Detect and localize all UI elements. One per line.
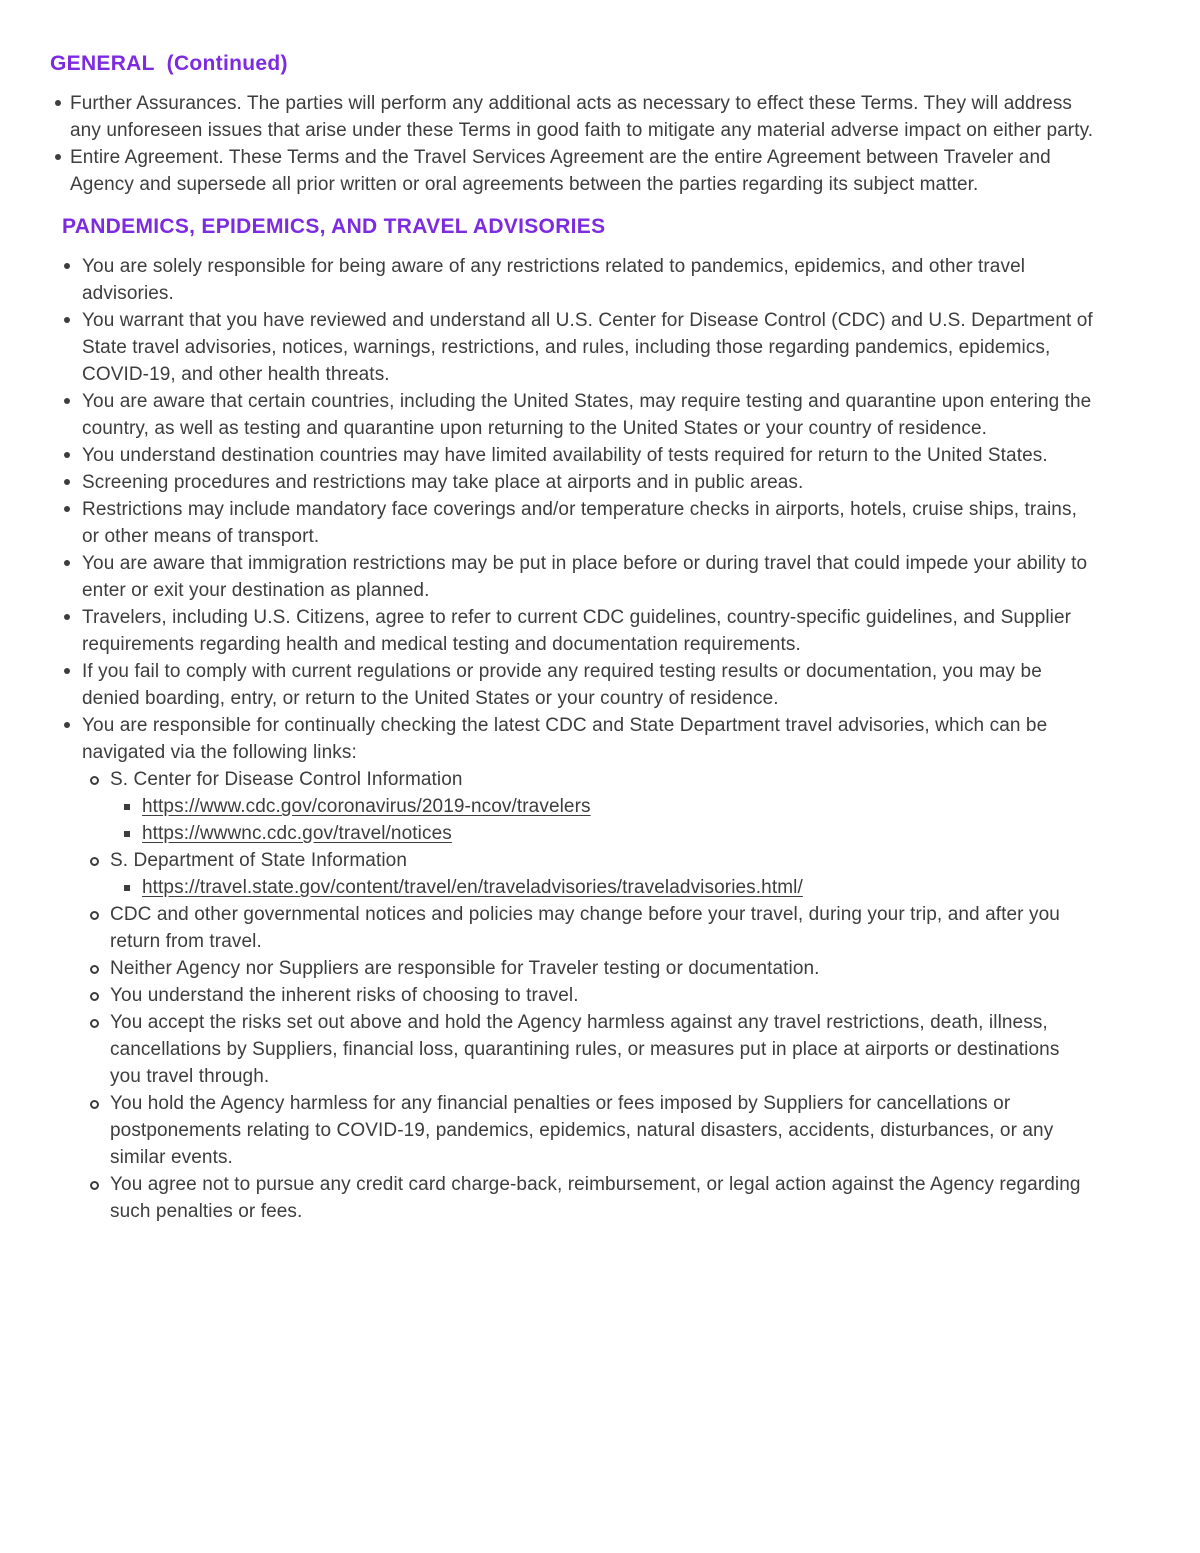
- bullet-text: If you fail to comply with current regulations or provide any required testing results or documentation, you may be denied boarding, entry, or return to the United States or your country of residence.: [82, 661, 1042, 709]
- bullet-circle-icon: [90, 776, 99, 785]
- list-item: [62, 847, 1095, 874]
- hyperlink[interactable]: https://www.cdc.gov/coronavirus/2019-ncov/travelers: [142, 796, 591, 817]
- bullet-disc-icon: [55, 100, 61, 106]
- bullet-disc-icon: [64, 452, 70, 458]
- bullet-text: You agree not to pursue any credit card charge-back, reimbursement, or legal action against the Agency regarding such penalties or fees.: [110, 1174, 1081, 1222]
- list-item: [50, 144, 1095, 198]
- bullet-text: You are responsible for continually checking the latest CDC and State Department travel advisories, which can be navigated via the following links:: [82, 715, 1048, 763]
- list-item: [62, 307, 1095, 388]
- section-heading: GENERAL (Continued): [50, 52, 288, 75]
- list-item: [50, 90, 1095, 144]
- bullet-list: [62, 253, 1095, 1225]
- list-item: [62, 982, 1095, 1009]
- bullet-text: You accept the risks set out above and hold the Agency harmless against any travel restrictions, death, illness, cancellations by Suppliers, financial loss, quarantining rules, or measures put in place at airports or destinations you travel through.: [110, 1012, 1060, 1087]
- bullet-text: You understand the inherent risks of choosing to travel.: [110, 985, 579, 1006]
- bullet-circle-icon: [90, 857, 99, 866]
- bullet-text: Further Assurances. The parties will perform any additional acts as necessary to effect these Terms. They will address any unforeseen issues that arise under these Terms in good faith to mitigate any material adverse impact on either party.: [70, 93, 1094, 141]
- bullet-circle-icon: [90, 911, 99, 920]
- list-item: [62, 550, 1095, 604]
- bullet-circle-icon: [90, 1100, 99, 1109]
- list-item: [62, 496, 1095, 550]
- hyperlink[interactable]: https://travel.state.gov/content/travel/en/traveladvisories/traveladvisories.html/: [142, 877, 803, 898]
- bullet-square-icon: [124, 831, 130, 837]
- list-item: [62, 955, 1095, 982]
- bullet-text: You hold the Agency harmless for any financial penalties or fees imposed by Suppliers for cancellations or postponements relating to COVID-19, pandemics, epidemics, natural disasters, accidents, disturbances, or any similar events.: [110, 1093, 1054, 1168]
- bullet-disc-icon: [64, 398, 70, 404]
- section-heading: PANDEMICS, EPIDEMICS, AND TRAVEL ADVISORIES: [62, 215, 606, 238]
- bullet-disc-icon: [64, 722, 70, 728]
- bullet-circle-icon: [90, 1181, 99, 1190]
- bullet-disc-icon: [55, 154, 61, 160]
- bullet-square-icon: [124, 885, 130, 891]
- bullet-text: CDC and other governmental notices and policies may change before your travel, during your trip, and after you return from travel.: [110, 904, 1060, 952]
- bullet-text: You are aware that immigration restrictions may be put in place before or during travel that could impede your ability to enter or exit your destination as planned.: [82, 553, 1088, 601]
- bullet-disc-icon: [64, 263, 70, 269]
- bullet-text: Screening procedures and restrictions may take place at airports and in public areas.: [82, 472, 804, 493]
- bullet-text: You understand destination countries may have limited availability of tests required for return to the United States.: [82, 445, 1048, 466]
- list-item: [62, 874, 1095, 901]
- bullet-text: You warrant that you have reviewed and understand all U.S. Center for Disease Control (CDC) and U.S. Department of State travel advisories, notices, warnings, restrictions, and rules, including those regarding pandemics, epidemics, COVID-19, and other health threats.: [82, 310, 1093, 385]
- list-item: [62, 766, 1095, 793]
- list-item: [62, 604, 1095, 658]
- section-general: [50, 50, 1095, 198]
- list-item: [62, 253, 1095, 307]
- bullet-list: [50, 90, 1095, 198]
- bullet-text: You are solely responsible for being aware of any restrictions related to pandemics, epidemics, and other travel advisories.: [82, 256, 1026, 304]
- bullet-disc-icon: [64, 614, 70, 620]
- list-item: [62, 442, 1095, 469]
- list-item: [62, 820, 1095, 847]
- bullet-text: Neither Agency nor Suppliers are responsible for Traveler testing or documentation.: [110, 958, 820, 979]
- bullet-circle-icon: [90, 965, 99, 974]
- bullet-text: S. Center for Disease Control Information: [110, 769, 463, 790]
- bullet-disc-icon: [64, 560, 70, 566]
- list-item: [62, 658, 1095, 712]
- bullet-disc-icon: [64, 668, 70, 674]
- list-item: [62, 1009, 1095, 1090]
- section-pandemics: [62, 213, 1095, 1225]
- bullet-text: You are aware that certain countries, including the United States, may require testing and quarantine upon entering the country, as well as testing and quarantine upon returning to the United States or your country of residence.: [82, 391, 1092, 439]
- bullet-disc-icon: [64, 317, 70, 323]
- bullet-text: Entire Agreement. These Terms and the Travel Services Agreement are the entire Agreement between Traveler and Agency and supersede all prior written or oral agreements between the parties regarding its subject matter.: [70, 147, 1051, 195]
- bullet-circle-icon: [90, 992, 99, 1001]
- bullet-disc-icon: [64, 506, 70, 512]
- list-item: [62, 1090, 1095, 1171]
- bullet-circle-icon: [90, 1019, 99, 1028]
- list-item: [62, 469, 1095, 496]
- bullet-disc-icon: [64, 479, 70, 485]
- hyperlink[interactable]: https://wwwnc.cdc.gov/travel/notices: [142, 823, 452, 844]
- list-item: [62, 901, 1095, 955]
- list-item: [62, 793, 1095, 820]
- bullet-square-icon: [124, 804, 130, 810]
- bullet-text: Restrictions may include mandatory face coverings and/or temperature checks in airports, hotels, cruise ships, trains, or other means of transport.: [82, 499, 1077, 547]
- list-item: [62, 712, 1095, 766]
- list-item: [62, 1171, 1095, 1225]
- bullet-text: S. Department of State Information: [110, 850, 407, 871]
- list-item: [62, 388, 1095, 442]
- bullet-text: Travelers, including U.S. Citizens, agree to refer to current CDC guidelines, country-specific guidelines, and Supplier requirements regarding health and medical testing and documentation requirements.: [82, 607, 1072, 655]
